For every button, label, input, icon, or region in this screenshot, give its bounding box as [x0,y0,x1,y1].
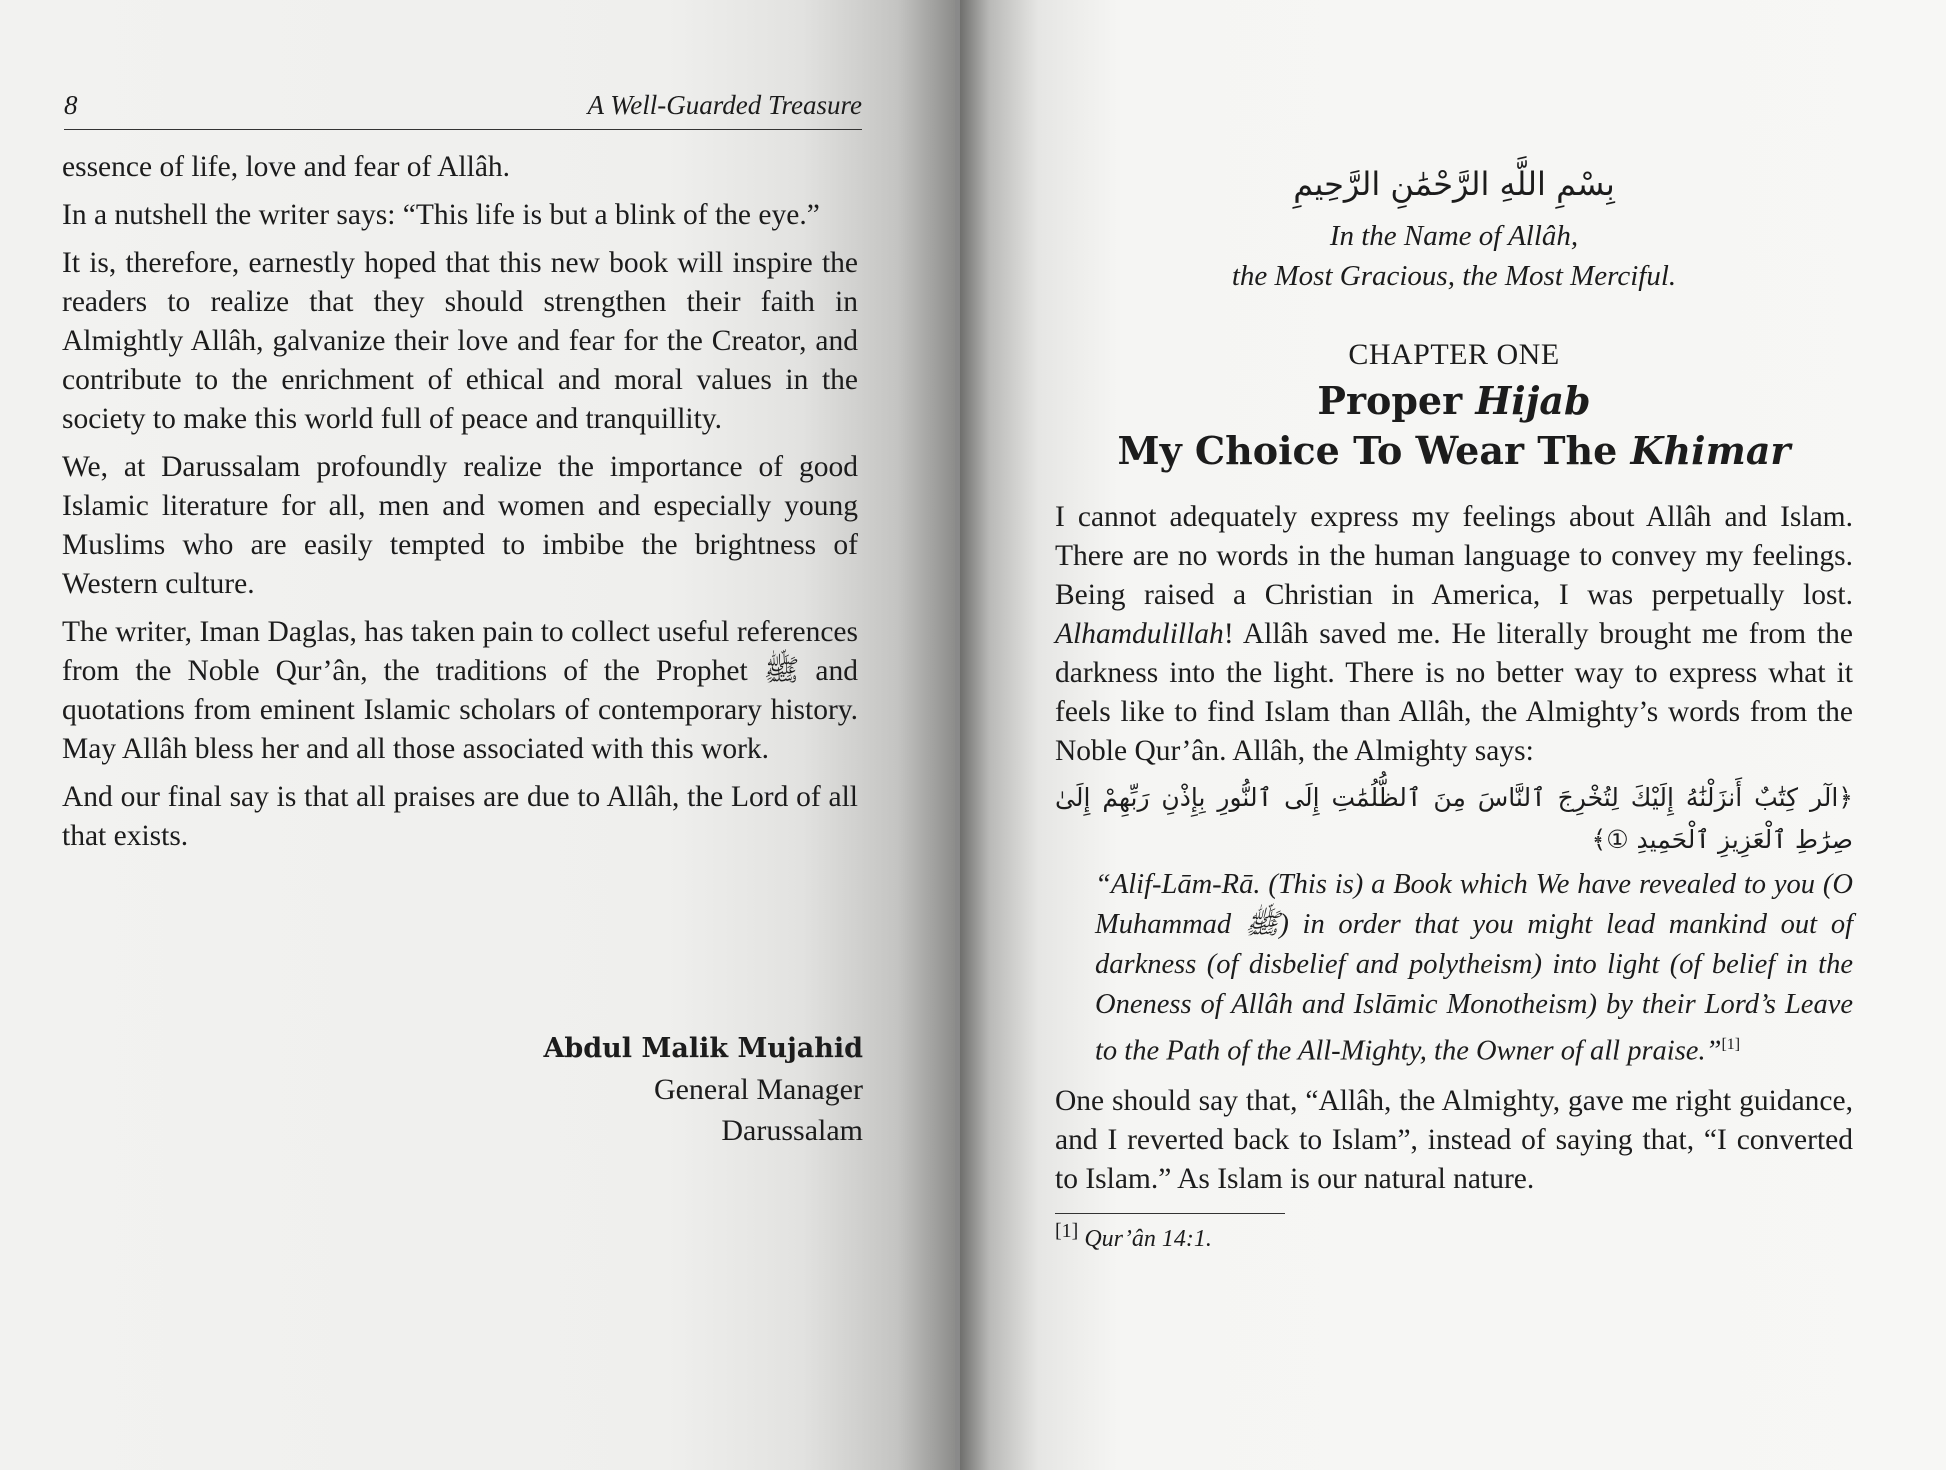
footnote-ref: [1] [1721,1036,1741,1053]
left-body-text [62,148,858,865]
paragraph-text: ! Allâh saved me. He literally brought me from the darkness into the light. There is no better way to express what it feels like to find Islam than Allâh, the Almighty’s words from the Noble Qur’ân. Allâh, the Almighty says: [1055,618,1853,767]
paragraph: We, at Darussalam profoundly realize the importance of good Islamic literature for all, men and women and especially young Muslims who are easily tempted to imbibe the brightness of Western culture. [62,451,858,600]
footnote-text: Qur’ân 14:1. [1084,1225,1212,1252]
paragraph-text: I cannot adequately express my feelings about Allâh and Islam. There are no words in the human language to convey my feelings. Being raised a Christian in America, I was perpetually lost. [1055,501,1853,611]
footnote-marker: [1] [1055,1219,1079,1242]
invocation [1055,216,1853,296]
paragraph: The writer, Iman Daglas, has taken pain to collect useful references from the Noble Qur’ân, the traditions of the Prophet ﷺ and quotations from eminent Islamic scholars of contemporary history. May Allâh bless her and all those associated with this work. [62,616,858,765]
paragraph: And our final say is that all praises are due to Allâh, the Lord of all that exists. [62,781,858,852]
translation-text: “Alif-Lām-Rā. (This is) a Book which We have revealed to you (O Muhammad ﷺ) in order that you might lead mankind out of darkness (of disbelief and polytheism) into light (of belief in the Oneness of Allâh and Islāmic Monotheism) by their Lord’s Leave to the Path of the All-Mighty, the Owner of all praise.” [1095,869,1853,1067]
chapter-title-line [1055,426,1853,476]
footnote-divider [1055,1213,1285,1214]
title-italic: Khimar [1630,428,1791,473]
right-body-text [1055,498,1853,1199]
chapter-label: CHAPTER ONE [1348,338,1560,371]
signature-org: Darussalam [721,1114,863,1147]
title-text: Proper [1317,378,1476,423]
basmala: بِسْمِ اللَّهِ الرَّحْمَٰنِ الرَّحِيمِ [1293,165,1615,203]
paragraph: It is, therefore, earnestly hoped that this new book will inspire the readers to realize that they should strengthen their faith in Almightly Allâh, galvanize their love and fear for the Creator, and contribute to the enrichment of ethical and moral values in the society to make this world full of peace and tranquillity. [62,247,858,435]
footnote [1055,1220,1853,1253]
signature-title: General Manager [653,1073,863,1106]
invocation-line: the Most Gracious, the Most Merciful. [1231,260,1677,292]
chapter-title [1055,376,1853,476]
title-italic: Hijab [1475,378,1591,423]
paragraph: essence of life, love and fear of Allâh. [62,151,511,183]
chapter-title-line [1055,376,1853,426]
paragraph: One should say that, “Allâh, the Almighty, gave me right guidance, and I reverted back to Islam”, instead of saying that, “I converted to Islam.” As Islam is our natural nature. [1055,1084,1853,1195]
running-head [64,90,862,130]
italic-term: Alhamdulillah [1055,618,1224,650]
verse-translation [1095,865,1853,1072]
invocation-line: In the Name of Allâh, [1329,220,1579,252]
title-text: My Choice To Wear The [1117,428,1631,473]
paragraph: In a nutshell the writer says: “This life is but a blink of the eye.” [62,199,820,231]
signature-block [543,1028,863,1151]
right-page [960,0,1946,1470]
right-page-content [1055,160,1853,1253]
signature-name: Abdul Malik Mujahid [543,1033,863,1064]
paragraph [1055,498,1853,771]
left-page [0,0,955,1470]
page-number: 8 [64,90,78,120]
running-head-title: A Well-Guarded Treasure [587,90,862,120]
quran-verse-arabic: ﴿الٓر كِتَٰبٌ أَنزَلْنَٰهُ إِلَيْكَ لِتُخْرِجَ ٱلنَّاسَ مِنَ ٱلظُّلُمَٰتِ إِلَى ٱلنُّورِ بِإِذْنِ رَبِّهِمْ إِلَىٰ صِرَٰطِ ٱلْعَزِيزِ ٱلْحَمِيدِ ①﴾ [1055,783,1853,854]
